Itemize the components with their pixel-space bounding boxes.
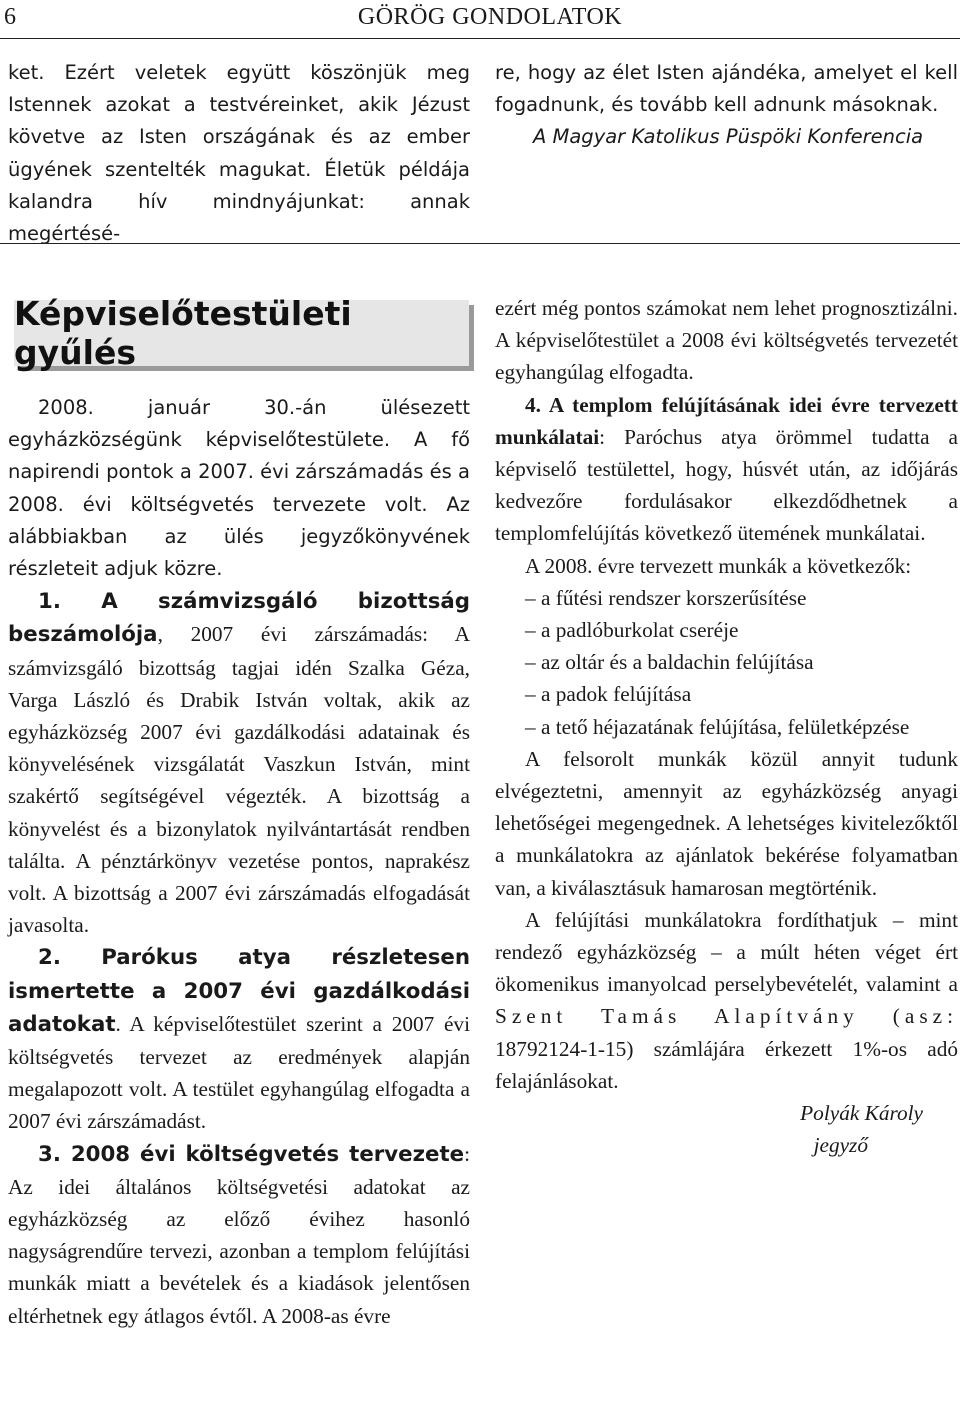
item-2-heading: 2. Parókus atya részletesen ismertette a 2007 évi gazdálkodási adatokat xyxy=(8,945,470,1037)
header-rule xyxy=(0,38,960,39)
works-item: – az oltár és a baldachin felújítása xyxy=(525,650,814,675)
item-1-heading: 1. A számvizsgáló bizottság beszámolója xyxy=(8,589,470,648)
item-2 xyxy=(8,941,470,1137)
page-number: 6 xyxy=(4,4,16,30)
item-1-text: , 2007 évi zárszámadás: A számvizsgáló bizottság tagjai idén Szalka Géza, Varga László és Drabik István voltak, akik az egyházközség 2007 évi gazdálkodási adatainak és könyvelésének vizsgálatát Vaszkun István, mint szakértő segítségével végezték. A bizottság a könyvelést és a bizonylatok nyilvántartását rendben találta. A pénztárkönyv vezetése pontos, naprakész volt. A bizottság a 2007 évi zárszámadás elfogadását javasolta. xyxy=(8,622,470,938)
item-1 xyxy=(8,585,470,941)
works-intro: A 2008. évre tervezett munkák a következők: xyxy=(525,553,912,578)
item-3-heading: 3. 2008 évi költségvetés tervezete xyxy=(38,1141,465,1167)
works-item: – a tető héjazatának felújítása, felületképzése xyxy=(525,714,910,739)
running-header: GÖRÖG GONDOLATOK xyxy=(357,4,623,30)
article-title-box xyxy=(14,294,469,372)
signature-name: Polyák Károly xyxy=(800,1101,923,1126)
signature-role: jegyző xyxy=(813,1133,868,1158)
continued-right-column xyxy=(495,57,958,187)
offerings-paragraph xyxy=(495,904,958,1097)
section-rule xyxy=(0,243,960,244)
item-3-text: : Az idei általános költségvetési adatokat az egyházközség az előző évihez hasonló nagyságrendűre tervezi, azonban a templom felújítási munkák miatt a bevételek és a kiadások jelentősen eltérhetnek egy átlagos évtől. A 2008-as évre xyxy=(8,1141,470,1328)
item-4-heading: 4. A templom felújításának idei évre tervezett munkálatai xyxy=(495,392,958,449)
continued-right-text: re, hogy az élet Isten ajándéka, amelyet el kell fogadnunk, és tovább kell adnunk másoknak. xyxy=(495,61,958,117)
works-list xyxy=(495,582,958,743)
works-item: – a padlóburkolat cseréje xyxy=(525,618,739,643)
item-3 xyxy=(8,1138,470,1332)
continued-right-signature: A Magyar Katolikus Püspöki Konferencia xyxy=(533,125,924,149)
offerings-text-a: A felújítási munkálatokra fordíthatjuk – mint rendező egyházközség – a múlt héten véget ért ökomenikus imanyolcad perselybevételét, valamint a xyxy=(495,907,958,997)
continued-left-text: ket. Ezért veletek együtt köszönjük meg Istennek azokat a testvéreinket, akik Jézust követve az Isten országának és az ember ügyének szentelték magukat. Életük példája kalandra hív mindnyájunkat: annak megértésé- xyxy=(8,61,470,246)
article-title: Képviselőtestületi gyűlés xyxy=(14,294,352,372)
works-item: – a padok felújítása xyxy=(525,682,692,707)
article-left-column xyxy=(8,392,470,1332)
offerings-text-b: 18792124-1-15) számlájára érkezett 1%-os adó felajánlásokat. xyxy=(495,1036,958,1093)
item-4-text: : Paróchus atya örömmel tudatta a képviselő testülettel, hogy, húsvét után, az időjárás kedvezőre fordulásakor elkezdődhetnek a templomfelújítás következő ütemének munkálatai. xyxy=(495,424,958,546)
continued-left-column xyxy=(8,57,470,246)
works-item: – a fűtési rendszer korszerűsítése xyxy=(525,585,807,610)
item-4 xyxy=(495,389,958,550)
foundation-name: Szent Tamás Alapítvány (asz: xyxy=(495,1004,958,1029)
item-2-text: . A képviselőtestület szerint a 2007 évi költségvetés tervezet az eredmények alapján megalapozott volt. A testület egyhangúlag elfogadta a 2007 évi zárszámadást. xyxy=(8,1011,470,1134)
listed-works-paragraph: A felsorolt munkák közül annyit tudunk elvégeztetni, amennyit az egyházközség anyagi lehetőségei megengednek. A lehetséges kivitelezőktől a munkálatokra az ajánlatok bekérése folyamatban van, a kiválasztásuk hamarosan megtörténik. xyxy=(495,746,958,900)
article-right-column xyxy=(495,292,958,1161)
item-3-continued: ezért még pontos számokat nem lehet prognosztizálni. A képviselőtestület a 2008 évi költségvetés tervezetét egyhangúlag elfogadta. xyxy=(495,296,958,385)
article-intro: 2008. január 30.-án ülésezett egyházközségünk képviselőtestülete. A fő napirendi pontok a 2007. évi zárszámadás és a 2008. évi költségvetés tervezete volt. Az alábbiakban az ülés jegyzőkönyvének részleteit adjuk közre. xyxy=(8,396,470,581)
